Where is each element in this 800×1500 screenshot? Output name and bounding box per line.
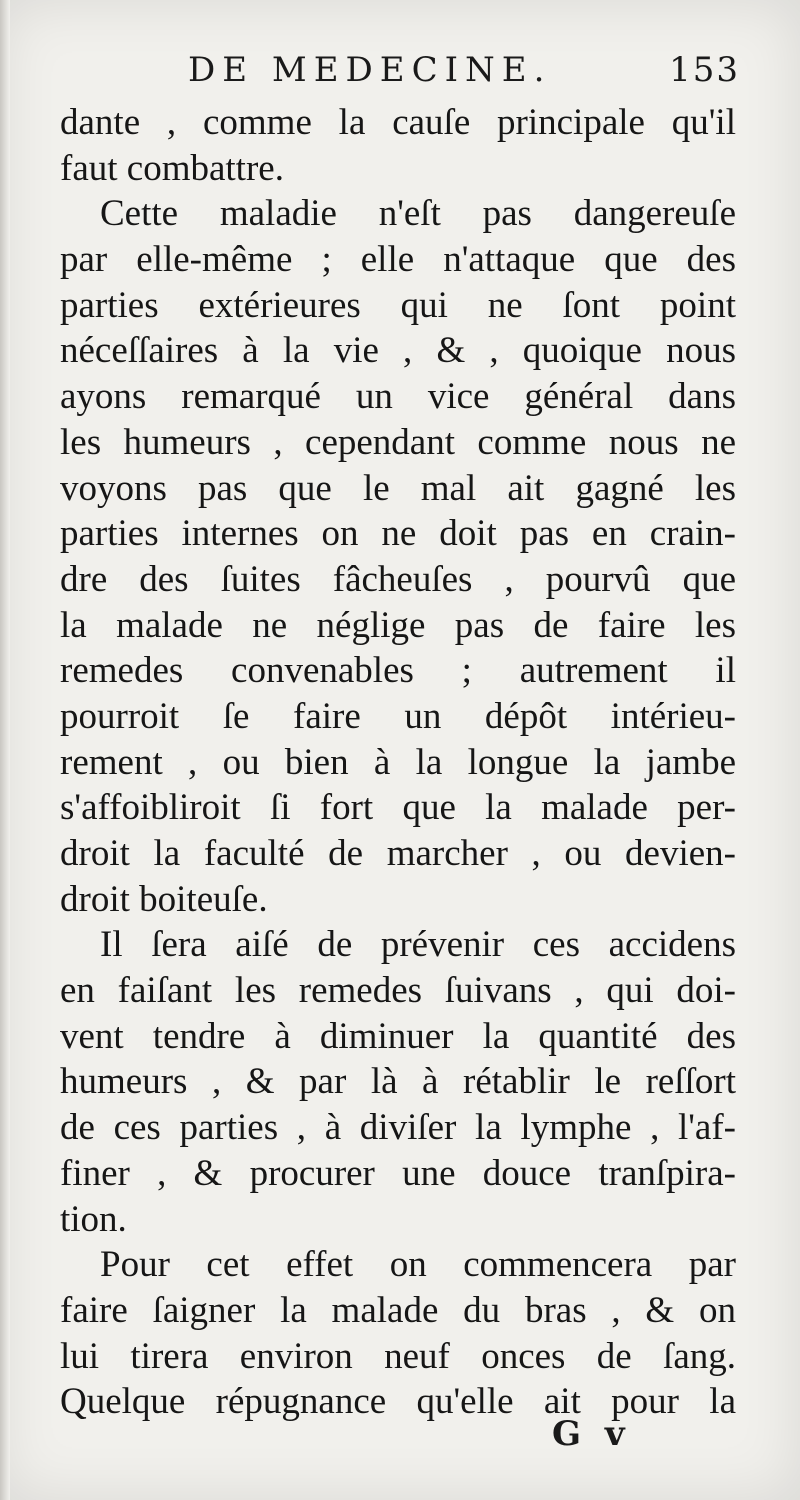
text-line: néceſſaires à la vie , & , quoique nous [60, 330, 736, 372]
text-line: finer , & procurer une douce tranſpira- [60, 1152, 736, 1194]
text-line: tion. [60, 1198, 127, 1240]
paragraph-1 [60, 100, 736, 191]
text-line: Pour cet effet on commencera par [100, 1244, 736, 1286]
text-line: humeurs , & par là à rétablir le reſſort [60, 1061, 736, 1103]
text-line: droit boiteuſe. [60, 878, 268, 920]
paragraph-4 [60, 1242, 736, 1425]
text-line: la malade ne néglige pas de faire les [60, 604, 736, 646]
text-line: parties internes on ne doit pas en crain- [60, 513, 736, 555]
text-line: dre des ſuites fâcheuſes , pourvû que [60, 558, 736, 600]
text-line: remedes convenables ; autrement il [60, 650, 736, 692]
text-line: s'affoibliroit ſi fort que la malade per- [60, 787, 736, 829]
text-line: vent tendre à diminuer la quantité des [60, 1015, 736, 1057]
text-line: dante , comme la cauſe principale qu'il [60, 102, 736, 143]
text-line: Cette maladie n'eſt pas dangereuſe [100, 193, 736, 235]
text-line: faut combattre. [60, 147, 284, 189]
text-line: en faiſant les remedes ſuivans , qui doi- [60, 970, 736, 1012]
paragraph-3 [60, 922, 736, 1242]
text-line: Quelque répugnance qu'elle ait pour la [60, 1381, 736, 1423]
text-line: rement , ou bien à la longue la jambe [60, 741, 736, 783]
text-line: ayons remarqué un vice général dans [60, 376, 736, 418]
running-title: DE MEDECINE. [188, 50, 552, 90]
text-line: parties extérieures qui ne ſont point [60, 284, 736, 326]
text-line: faire ſaigner la malade du bras , & on [60, 1289, 736, 1331]
text-line: les humeurs , cependant comme nous ne [60, 421, 736, 463]
text-line: de ces parties , à diviſer la lymphe , l'af- [60, 1107, 736, 1149]
text-line: lui tirera environ neuf onces de ſang. [60, 1335, 736, 1377]
signature-mark: G v [552, 1414, 631, 1454]
text-line: voyons pas que le mal ait gagné les [60, 467, 736, 509]
page-header [60, 50, 740, 100]
text-line: Il ſera aiſé de prévenir ces accidens [100, 924, 736, 966]
text-line: par elle-même ; elle n'attaque que des [60, 239, 736, 281]
page-number: 153 [669, 50, 740, 90]
page-left-edge [0, 0, 10, 1500]
text-line: droit la faculté de marcher , ou devien- [60, 833, 736, 874]
text-line: pourroit ſe faire un dépôt intérieu- [60, 695, 736, 737]
paragraph-2 [60, 191, 736, 922]
body-text [60, 100, 736, 1425]
